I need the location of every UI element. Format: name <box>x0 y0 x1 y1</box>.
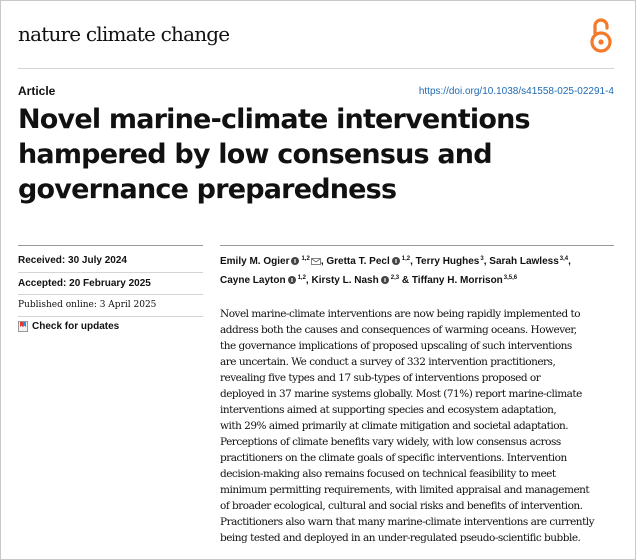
meta-top-rule <box>18 245 203 246</box>
affiliation-sup: 3,4 <box>559 256 569 262</box>
authors-top-rule <box>220 245 614 246</box>
author-sep: , <box>483 256 487 267</box>
abstract-line: are uncertain. We conduct a survey of 332 intervention practitioners, <box>220 356 556 368</box>
accepted-date <box>18 278 151 289</box>
email-icon[interactable] <box>311 258 321 265</box>
article-title <box>18 102 578 207</box>
author-sep: , <box>305 275 309 286</box>
orcid-icon[interactable] <box>392 257 400 265</box>
abstract-line: with 29% aimed primarily at climate mitigation and societal adaptation. <box>220 420 569 432</box>
affiliation-sup: 1,2 <box>297 275 306 281</box>
accepted-label: Accepted: <box>18 278 67 289</box>
meta-divider <box>18 294 203 295</box>
author-name[interactable]: Sarah Lawless <box>489 256 559 267</box>
doi-link[interactable]: https://doi.org/10.1038/s41558-025-02291-4 <box>418 86 614 97</box>
journal-title[interactable]: nature climate change <box>18 22 230 46</box>
abstract-line: the governance implications of proposed upscaling of such interventions <box>220 340 572 352</box>
abstract-line: practitioners on the climate goals of specific interventions. Intervention <box>220 452 567 464</box>
abstract-line: Perceptions of climate benefits vary widely, with low consensus across <box>220 436 561 448</box>
author-sep: & <box>399 275 410 286</box>
abstract-line: Practitioners also warn that many marine-climate interventions are currently <box>220 516 595 528</box>
affiliation-sup: 3 <box>480 256 484 262</box>
accepted-value: 20 February 2025 <box>69 278 151 289</box>
abstract <box>220 306 620 546</box>
abstract-line: of broader ecological, cultural and social risks and benefits of intervention. <box>220 500 583 512</box>
author-name[interactable]: Terry Hughes <box>415 256 480 267</box>
check-for-updates-label: Check for updates <box>32 321 120 332</box>
author-name[interactable]: Kirsty L. Nash <box>311 275 379 286</box>
orcid-icon[interactable] <box>381 276 389 284</box>
author-sep: , <box>568 256 571 267</box>
author-name[interactable]: Gretta T. Pecl <box>326 256 390 267</box>
affiliation-sup: 1,2 <box>401 256 411 262</box>
abstract-line: interventions aimed at supporting species and ecosystem adaptation, <box>220 404 557 416</box>
author-name[interactable]: Tiffany H. Morrison <box>411 275 503 286</box>
orcid-icon[interactable] <box>291 257 299 265</box>
abstract-line: revealing five types and 17 sub-types of interventions proposed or <box>220 372 541 384</box>
title-line: hampered by low consensus and <box>18 139 492 170</box>
orcid-icon[interactable] <box>288 276 296 284</box>
author-line <box>220 251 620 270</box>
published-date: Published online: 3 April 2025 <box>18 300 157 310</box>
abstract-line: being tested and deployed in an under-regulated pseudo-scientific bubble. <box>220 532 581 544</box>
affiliation-sup: 2,3 <box>390 275 400 281</box>
affiliation-sup: 1,2 <box>301 256 310 262</box>
author-sep: , <box>320 256 324 267</box>
meta-divider <box>18 316 203 317</box>
abstract-line: Novel marine-climate interventions are now being rapidly implemented to <box>220 308 581 320</box>
title-line: governance preparedness <box>18 174 397 205</box>
header-divider <box>18 68 614 69</box>
author-sep: , <box>410 256 413 267</box>
bookmark-update-icon <box>18 321 28 332</box>
open-access-lock-icon <box>588 14 614 54</box>
title-line: Novel marine-climate interventions <box>18 104 530 135</box>
received-label: Received: <box>18 255 66 266</box>
check-for-updates-button[interactable] <box>18 321 119 332</box>
abstract-line: minimum permitting requirements, with limited appraisal and management <box>220 484 590 496</box>
abstract-line: deployed in 37 marine systems globally. Most (71%) report marine-climate <box>220 388 582 400</box>
abstract-line: address both the causes and consequences of warming oceans. However, <box>220 324 577 336</box>
article-type-label: Article <box>18 84 56 98</box>
author-line <box>220 270 620 289</box>
affiliation-sup: 3,5,6 <box>503 275 518 281</box>
author-name[interactable]: Cayne Layton <box>220 275 286 286</box>
meta-divider <box>18 272 203 273</box>
author-name[interactable]: Emily M. Ogier <box>220 256 290 267</box>
author-list <box>220 251 620 289</box>
received-date <box>18 255 127 266</box>
abstract-line: decision-making also remains focused on technical feasibility to meet <box>220 468 556 480</box>
received-value: 30 July 2024 <box>68 255 127 266</box>
